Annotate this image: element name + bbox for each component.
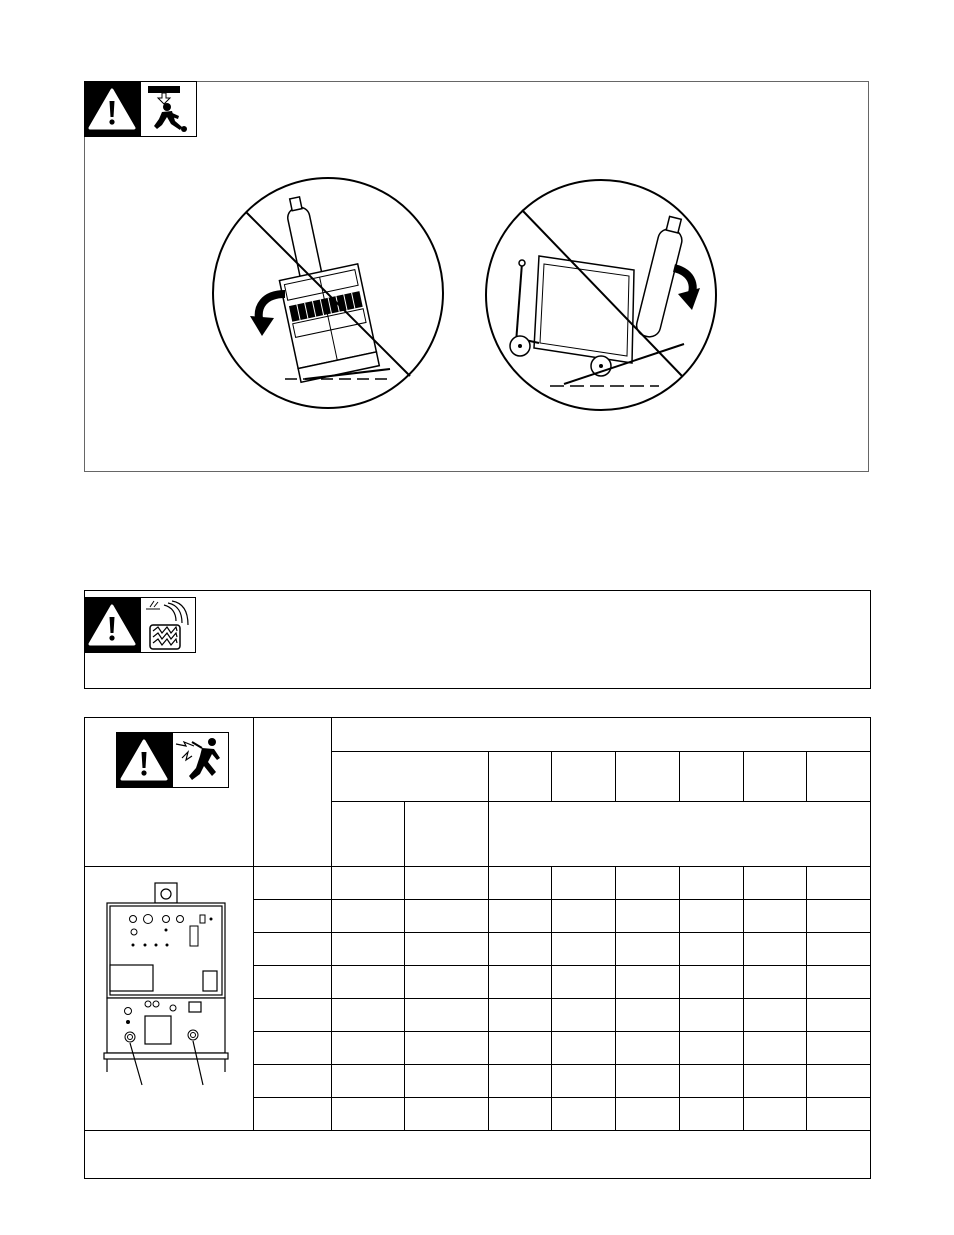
warning-triangle-icon (116, 732, 172, 788)
electric-shock-icon (172, 732, 229, 788)
no-tipping-cart-illustration (484, 178, 722, 414)
welder-front-panel-illustration (100, 880, 235, 1090)
no-tipping-welder-illustration (210, 176, 450, 412)
warning-triangle-icon (84, 597, 140, 653)
hot-parts-icon (140, 597, 196, 653)
falling-equipment-warning-box (84, 81, 869, 472)
warning-triangle-icon (84, 81, 140, 137)
falling-equipment-icon (140, 81, 197, 137)
hot-parts-warning-box (84, 590, 871, 689)
